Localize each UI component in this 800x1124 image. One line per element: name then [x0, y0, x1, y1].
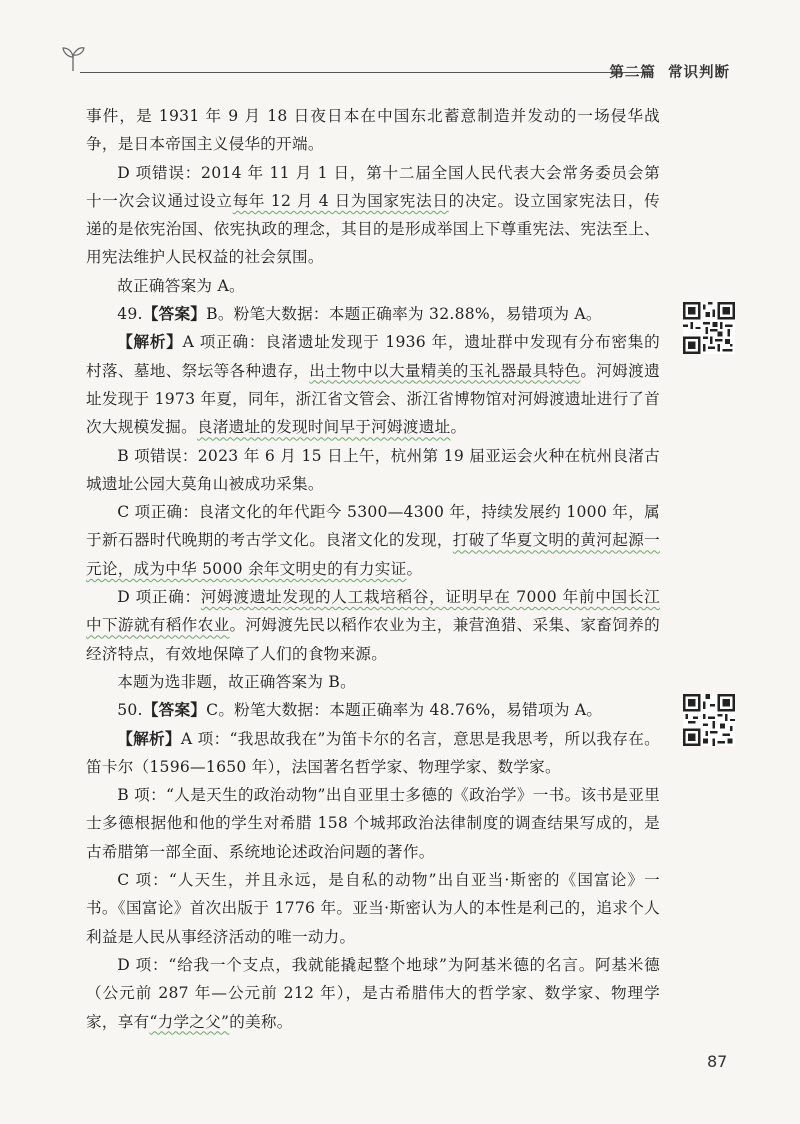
answer-text: C。粉笔大数据：本题正确率为 48.76%，易错项为 A。: [206, 701, 603, 720]
paragraph: C 项：“人天生，并且永远，是自私的动物”出自亚当·斯密的《国富论》一书。《国富论》首次出版于 1776 年。亚当·斯密认为人的本性是利己的，追求个人利益是人民从事经济活动的唯一动力。: [86, 871, 660, 946]
paragraph: [86, 498, 660, 583]
question-number: 49.: [117, 305, 143, 324]
text: 。: [450, 418, 467, 437]
text: A 项正确：良渚遗址发现于 1936 年，遗址群中发现有分布密集的村落、墓地、祭坛等各种遗存，: [86, 333, 660, 380]
analysis-49: [86, 328, 660, 441]
question-number: 50.: [117, 701, 143, 720]
text: C 项正确：良渚文化的年代距今 5300—4300 年，持续发展约 1000 年，属于新石器时代晚期的考古学文化。良渚文化的发现，: [86, 503, 660, 550]
chapter-title: [609, 61, 730, 82]
paragraph: [86, 583, 660, 668]
sprout-icon: [60, 44, 86, 72]
text: D 项：“给我一个支点，我就能撬起整个地球”为阿基米德的名言。阿基米德（公元前 287 年—公元前 212 年），是古希腊伟大的哲学家、数学家、物理学家，享有: [86, 955, 660, 1031]
paragraph: 事件，是 1931 年 9 月 18 日夜日本在中国东北蓄意制造并发动的一场侵华战争，是日本帝国主义侵华的开端。: [86, 107, 660, 154]
header-rule: [80, 72, 650, 73]
answer-tag: 【答案】: [142, 304, 207, 324]
text: D 项错误：2014 年 11 月 1 日，第十二届全国人民代表大会常务委员会第十一次会议通过设立: [86, 163, 660, 210]
page-header: [60, 60, 730, 84]
paragraph: 故正确答案为 A。: [117, 276, 245, 295]
highlight: 良渚遗址的发现时间早于河姆渡遗址: [196, 418, 451, 437]
highlight: 每年 12 月 4 日为国家宪法日: [232, 191, 449, 210]
highlight: 打破了华夏文明的黄河起源一元论，成为中华 5000 余年文明史的有力实证: [86, 531, 660, 578]
text: 的决定。设立国家宪法日，传递的是依宪治国、依宪执政的理念，其目的是形成举国上下尊重宪法、宪法至上、用宪法维护人民权益的社会氛围。: [86, 191, 660, 267]
highlight: “力学之父”: [149, 1012, 230, 1031]
paragraph: [86, 951, 660, 1036]
text: 。河姆渡遗址发现于 1973 年夏，同年，浙江省文管会、浙江省博物馆对河姆渡遗址进行了首次大规模发掘。: [86, 361, 660, 437]
paragraph: B 项：“人是天生的政治动物”出自亚里士多德的《政治学》一书。该书是亚里士多德根据他和他的学生对希腊 158 个城邦政治法律制度的调查结果写成的，是古希腊第一部全面、系统地论述政治问题的著作。: [86, 786, 660, 861]
text: 。: [406, 559, 423, 578]
qr-code-icon[interactable]: [683, 302, 735, 354]
analysis-tag: 【解析】: [117, 728, 181, 748]
text: 。河姆渡先民以稻作农业为主，兼营渔猎、采集、家畜饲养的经济特点，有效地保障了人们的食物来源。: [86, 616, 660, 663]
analysis-tag: 【解析】: [117, 332, 183, 352]
answer-text: B。粉笔大数据：本题正确率为 32.88%，易错项为 A。: [206, 305, 602, 324]
page-number: 87: [707, 1052, 728, 1071]
text: A 项：“我思故我在”为笛卡尔的名言，意思是我思考，所以我存在。笛卡尔（1596—1650 年），法国著名哲学家、物理学家、数学家。: [86, 729, 660, 776]
highlight: 出土物中以大量精美的玉礼器最具特色: [309, 361, 581, 380]
analysis-50: [86, 725, 660, 782]
text: 的美称。: [229, 1012, 293, 1031]
page-body: [86, 102, 660, 1036]
section-title: 常识判断: [668, 65, 730, 81]
highlight: 河姆渡遗址发现的人工栽培稻谷，证明早在 7000 年前中国长江中下游就有稻作农业: [86, 588, 660, 635]
text: D 项正确：: [117, 588, 201, 607]
qr-code-icon[interactable]: [683, 694, 735, 746]
answer-tag: 【答案】: [142, 700, 207, 720]
paragraph: B 项错误：2023 年 6 月 15 日上午，杭州第 19 届亚运会火种在杭州良渚古城遗址公园大莫角山被成功采集。: [86, 446, 660, 493]
section-label: 第二篇: [609, 65, 656, 81]
paragraph: [86, 159, 660, 272]
paragraph: 本题为选非题，故正确答案为 B。: [117, 672, 356, 691]
answer-50: [86, 696, 660, 724]
answer-49: [86, 300, 660, 328]
